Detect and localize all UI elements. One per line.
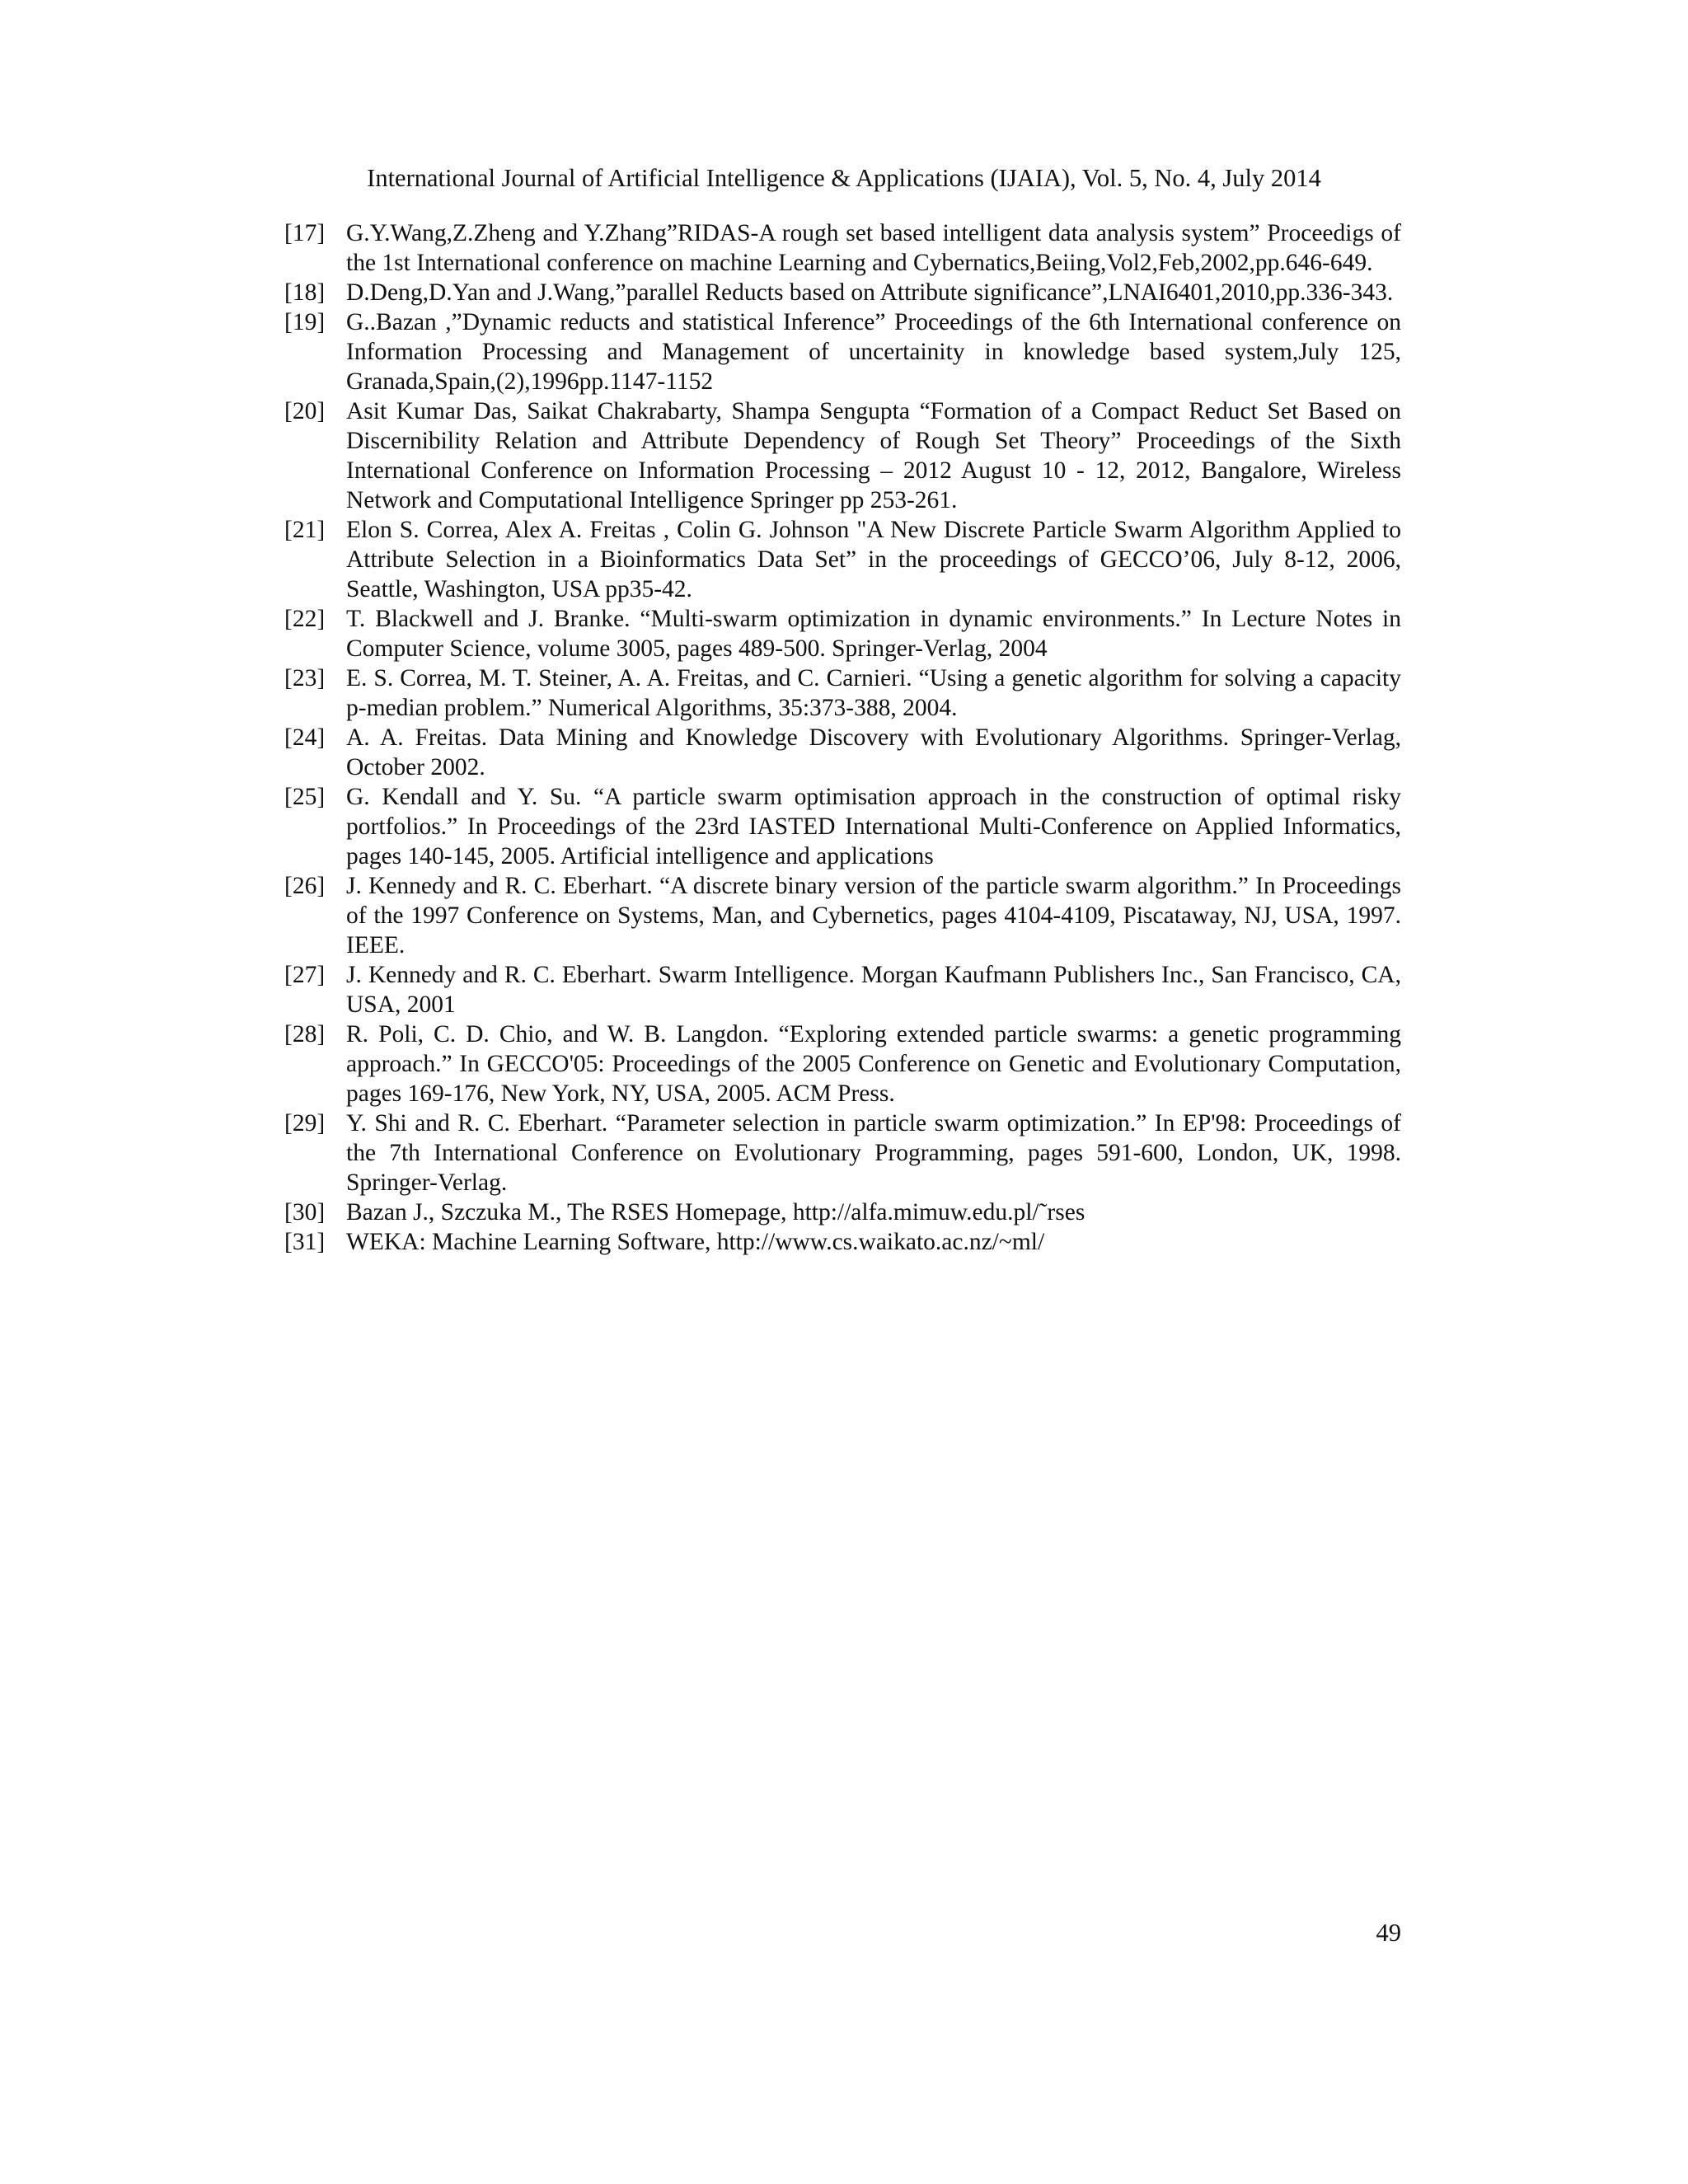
reference-item (284, 723, 1401, 782)
reference-item (284, 218, 1401, 278)
reference-item (284, 515, 1401, 604)
reference-number: [25] (284, 784, 326, 810)
page-number: 49 (1376, 1919, 1401, 1947)
reference-item (284, 1227, 1401, 1257)
reference-text: J. Kennedy and R. C. Eberhart. “A discrete binary version of the particle swarm algorithm.” In Proceedings of the 1997 Conference on Systems, Man, and Cybernetics, pages 4104-4109, Piscataway, NJ, USA, 1997. IEEE. (346, 873, 1401, 958)
reference-text: A. A. Freitas. Data Mining and Knowledge Discovery with Evolutionary Algorithms. Springer-Verlag, October 2002. (346, 724, 1401, 780)
reference-text: J. Kennedy and R. C. Eberhart. Swarm Intelligence. Morgan Kaufmann Publishers Inc., San Francisco, CA, USA, 2001 (346, 962, 1401, 1018)
reference-number: [21] (284, 517, 326, 543)
reference-number: [23] (284, 665, 326, 691)
reference-text: R. Poli, C. D. Chio, and W. B. Langdon. “Exploring extended particle swarms: a genetic programming approach.” In GECCO'05: Proceedings of the 2005 Conference on Genetic and Evolutionary Computation, pages 169-176, New York, NY, USA, 2005. ACM Press. (346, 1021, 1401, 1107)
reference-text: Y. Shi and R. C. Eberhart. “Parameter selection in particle swarm optimization.” In EP'98: Proceedings of the 7th International Conference on Evolutionary Programming, pages 591-600, London, UK, 1998. Springer-Verlag. (346, 1110, 1401, 1196)
reference-number: [20] (284, 398, 326, 424)
reference-item (284, 960, 1401, 1019)
reference-number: [27] (284, 962, 326, 988)
reference-number: [30] (284, 1199, 326, 1226)
reference-item (284, 396, 1401, 515)
reference-text: G. Kendall and Y. Su. “A particle swarm optimisation approach in the construction of optimal risky portfolios.” In Proceedings of the 23rd IASTED International Multi-Conference on Applied Informatics, pages 140-145, 2005. Artificial intelligence and applications (346, 784, 1401, 869)
reference-text: Elon S. Correa, Alex A. Freitas , Colin G. Johnson "A New Discrete Particle Swarm Algorithm Applied to Attribute Selection in a Bioinformatics Data Set” in the proceedings of GECCO’06, July 8-12, 2006, Seattle, Washington, USA pp35-42. (346, 517, 1401, 602)
reference-number: [28] (284, 1021, 326, 1047)
reference-item (284, 604, 1401, 663)
reference-text: WEKA: Machine Learning Software, http://www.cs.waikato.ac.nz/~ml/ (346, 1229, 1045, 1255)
reference-item (284, 782, 1401, 871)
reference-number: [18] (284, 279, 326, 306)
reference-item (284, 663, 1401, 723)
reference-number: [19] (284, 309, 326, 335)
reference-item (284, 871, 1401, 960)
reference-text: T. Blackwell and J. Branke. “Multi-swarm optimization in dynamic environments.” In Lecture Notes in Computer Science, volume 3005, pages 489-500. Springer-Verlag, 2004 (346, 606, 1401, 662)
reference-number: [17] (284, 220, 326, 246)
reference-item (284, 1197, 1401, 1227)
reference-text: Bazan J., Szczuka M., The RSES Homepage, http://alfa.mimuw.edu.pl/˜rses (346, 1199, 1085, 1226)
reference-text: G.Y.Wang,Z.Zheng and Y.Zhang”RIDAS-A rough set based intelligent data analysis system” Proceedigs of the 1st International conference on machine Learning and Cybernatics,Beiing,Vol2,Feb,2002,pp.646-649. (346, 220, 1401, 276)
reference-text: E. S. Correa, M. T. Steiner, A. A. Freitas, and C. Carnieri. “Using a genetic algorithm for solving a capacity p-median problem.” Numerical Algorithms, 35:373-388, 2004. (346, 665, 1401, 721)
reference-list (284, 218, 1401, 1257)
reference-number: [31] (284, 1229, 326, 1255)
reference-number: [24] (284, 724, 326, 751)
reference-item (284, 1108, 1401, 1197)
reference-text: D.Deng,D.Yan and J.Wang,”parallel Reducts based on Attribute significance”,LNAI6401,2010,pp.336-343. (346, 279, 1394, 306)
reference-item (284, 1019, 1401, 1108)
reference-number: [22] (284, 606, 326, 632)
running-header: International Journal of Artificial Intelligence & Applications (IJAIA), Vol. 5, No. 4, July 2014 (367, 164, 1321, 192)
reference-number: [29] (284, 1110, 326, 1137)
reference-text: Asit Kumar Das, Saikat Chakrabarty, Shampa Sengupta “Formation of a Compact Reduct Set Based on Discernibility Relation and Attribute Dependency of Rough Set Theory” Proceedings of the Sixth International Conference on Information Processing – 2012 August 10 - 12, 2012, Bangalore, Wireless Network and Computational Intelligence Springer pp 253-261. (346, 398, 1401, 513)
reference-text: G..Bazan ,”Dynamic reducts and statistical Inference” Proceedings of the 6th International conference on Information Processing and Management of uncertainity in knowledge based system,July 125, Granada,Spain,(2),1996pp.1147-1152 (346, 309, 1401, 395)
reference-item (284, 307, 1401, 396)
reference-item (284, 278, 1401, 307)
reference-number: [26] (284, 873, 326, 899)
